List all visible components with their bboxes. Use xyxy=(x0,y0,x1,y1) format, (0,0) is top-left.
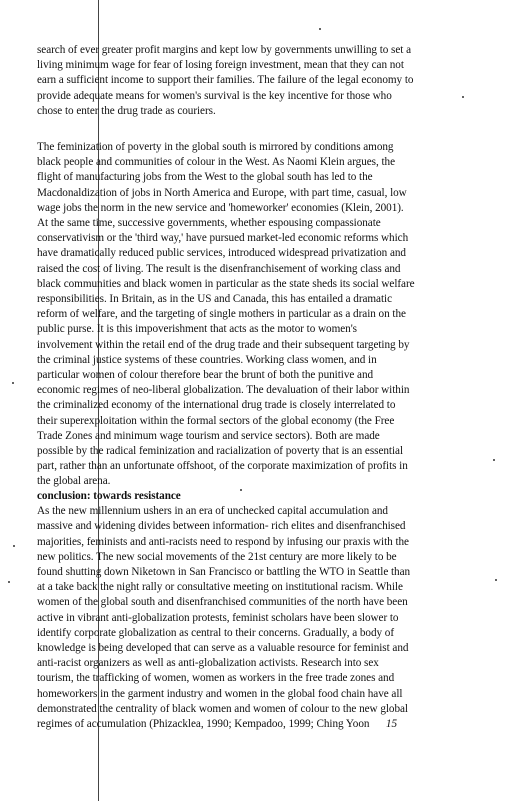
text-line: black people and communities of colour in the West. As Naomi Klein argues, the xyxy=(37,156,395,169)
text-line: Macdonaldization of jobs in North America and Europe, with part time, casual, low xyxy=(37,186,407,199)
text-line: the global arena. xyxy=(37,475,111,488)
text-line: The feminization of poverty in the global south is mirrored by conditions among xyxy=(37,141,394,153)
paragraph-1 xyxy=(37,43,499,119)
text-line: search of ever greater profit margins and kept low by governments unwilling to set a xyxy=(37,44,411,56)
text-line: black communities and black women in particular as the state sheds its social welfare xyxy=(37,277,415,290)
text-line: wage jobs the norm in the new service and 'homeworker' economies (Klein, 2001). xyxy=(37,201,404,214)
page-number: 15 xyxy=(385,718,398,731)
text-line: massive and widening divides between information- rich elites and disenfranchised xyxy=(37,520,406,533)
text-line: involvement within the retail end of the drug trade and their subsequent targeting by xyxy=(37,338,410,351)
scan-speck xyxy=(8,581,10,583)
text-line: At the same time, successive governments, whether espousing compassionate xyxy=(37,217,381,230)
text-line: chose to enter the drug trade as couriers. xyxy=(37,104,216,117)
text-line: part, rather than an unfortunate offshoot, of the corporate maximization of profits in xyxy=(37,460,408,473)
text-line: active in vibrant anti-globalization protests, feminist scholars have been slower to xyxy=(37,611,399,624)
text-line: anti-racist organizers as well as anti-globalization activists. Research into sex xyxy=(37,657,379,670)
text-line: public purse. It is this impoverishment that acts as the motor to women's xyxy=(37,323,357,336)
text-line: conservativism or the 'third way,' have pursued market-led economic reforms which xyxy=(37,232,409,245)
last-text-line xyxy=(37,717,499,732)
text-line: women of the global south and disenfranchised communities of the north have been xyxy=(37,596,408,609)
text-line: As the new millennium ushers in an era of unchecked capital accumulation and xyxy=(37,505,388,518)
text-line: regimes of accumulation (Phizacklea, 1990; Kempadoo, 1999; Ching Yoon xyxy=(37,718,370,731)
text-line: Trade Zones and minimum wage tourism and service sectors). Both are made xyxy=(37,429,380,442)
paragraph-2 xyxy=(37,140,499,490)
text-line: reform of welfare, and the targeting of single mothers in particular as a drain on the xyxy=(37,308,406,321)
text-line: responsibilities. In Britain, as in the US and Canada, this has entailed a dramatic xyxy=(37,293,393,306)
text-line: found shutting down Niketown in San Francisco or battling the WTO in Seattle than xyxy=(37,566,411,579)
text-line: their superexploitation within the formal sectors of the global economy (the Free xyxy=(37,414,395,427)
scan-speck xyxy=(319,28,321,30)
text-line: the criminalized economy of the international drug trade is closely interrelated to xyxy=(37,399,396,412)
scan-speck xyxy=(12,382,14,384)
text-line: particular women of colour therefore bear the brunt of both the punitive and xyxy=(37,369,374,382)
scan-speck xyxy=(13,545,15,547)
text-line: demonstrated the centrality of black women and women of colour to the new global xyxy=(37,702,408,715)
text-line: knowledge is being developed that can serve as a valuable resource for feminist and xyxy=(37,642,409,655)
section-heading: conclusion: towards resistance xyxy=(37,490,181,502)
text-line: economic regimes of neo-liberal globalization. The devaluation of their labor within xyxy=(37,384,410,397)
text-line: the criminal justice systems of these countries. Working class women, and in xyxy=(37,353,377,366)
text-line: raised the cost of living. The result is the disenfranchisement of working class and xyxy=(37,262,401,275)
text-line: majorities, feminists and anti-racists need to respond by infusing our praxis with the xyxy=(37,535,409,548)
text-line: homeworkers in the garment industry and women in the global food chain have all xyxy=(37,687,403,700)
conclusion-section xyxy=(37,489,499,732)
text-line: identify corporate globalization as central to their concerns. Gradually, a body of xyxy=(37,626,395,639)
text-line: flight of manufacturing jobs from the West to the global south has led to the xyxy=(37,171,373,184)
text-line: provide adequate means for women's survival is the key incentive for those who xyxy=(37,89,392,102)
text-line: living minimum wage for fear of losing foreign investment, mean that they can not xyxy=(37,59,404,72)
text-line: have dramatically reduced public services, introduced widespread privatization and xyxy=(37,247,406,260)
text-line: tourism, the trafficking of women, women as workers in the free trade zones and xyxy=(37,672,395,685)
text-line: possible by the radical feminization and racialization of poverty that is an essential xyxy=(37,445,404,458)
text-line: new politics. The new social movements of the 21st century are more likely to be xyxy=(37,550,397,563)
text-line: at a take back the night rally or consultative meeting on institutional racism. While xyxy=(37,581,403,594)
text-line: earn a sufficient income to support their families. The failure of the legal economy to xyxy=(37,74,414,87)
